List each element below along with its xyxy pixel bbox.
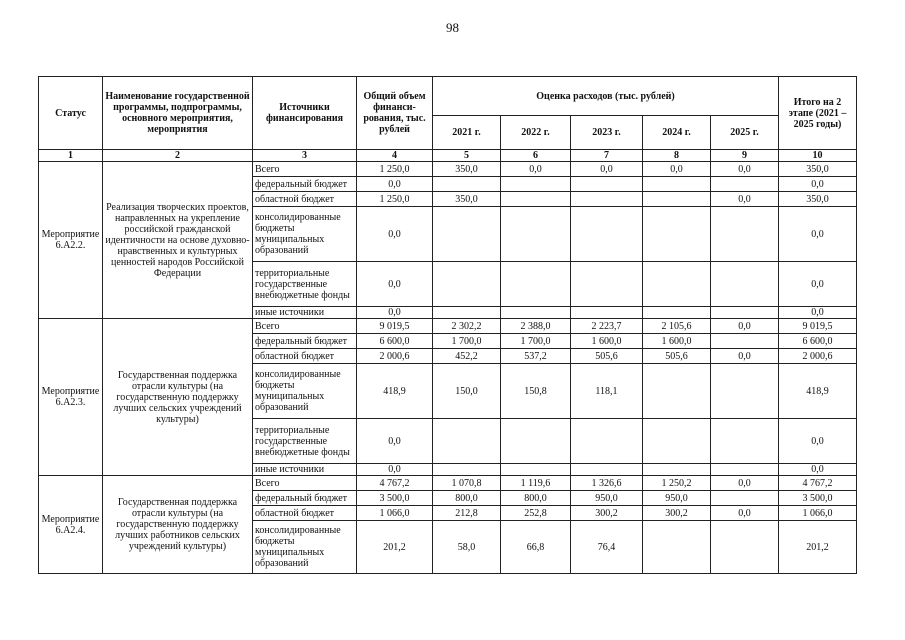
cell-total: 418,9 <box>357 364 433 419</box>
cell-y2021: 1 700,0 <box>433 334 501 349</box>
cell-stage: 0,0 <box>779 207 857 262</box>
cell-total: 3 500,0 <box>357 491 433 506</box>
cell-y2022: 1 700,0 <box>501 334 571 349</box>
cell-y2021 <box>433 419 501 464</box>
funding-source: консолидированные бюджеты муниципальных образований <box>253 364 357 419</box>
col-number: 9 <box>711 150 779 162</box>
funding-source: федеральный бюджет <box>253 334 357 349</box>
cell-stage: 0,0 <box>779 464 857 476</box>
cell-y2025 <box>711 464 779 476</box>
cell-stage: 3 500,0 <box>779 491 857 506</box>
funding-source: областной бюджет <box>253 192 357 207</box>
cell-y2021: 800,0 <box>433 491 501 506</box>
cell-y2022: 1 119,6 <box>501 476 571 491</box>
measure-status: Мероприятие 6.А2.4. <box>39 476 103 574</box>
cell-y2025: 0,0 <box>711 476 779 491</box>
cell-y2022: 800,0 <box>501 491 571 506</box>
cell-y2025 <box>711 262 779 307</box>
funding-source: федеральный бюджет <box>253 177 357 192</box>
cell-stage: 4 767,2 <box>779 476 857 491</box>
cell-y2022: 66,8 <box>501 521 571 574</box>
cell-y2022: 150,8 <box>501 364 571 419</box>
cell-y2025: 0,0 <box>711 349 779 364</box>
cell-stage: 9 019,5 <box>779 319 857 334</box>
measure-status: Мероприятие 6.А2.3. <box>39 319 103 476</box>
col-number: 3 <box>253 150 357 162</box>
cell-y2024: 505,6 <box>643 349 711 364</box>
table-row <box>39 319 857 334</box>
cell-stage: 0,0 <box>779 419 857 464</box>
header-year-2022: 2022 г. <box>501 116 571 150</box>
cell-y2023: 0,0 <box>571 162 643 177</box>
funding-source: территориальные государственные внебюджетные фонды <box>253 419 357 464</box>
header-name: Наименование государственной программы, подпрограммы, основного мероприятия, мероприятия <box>103 77 253 150</box>
cell-total: 201,2 <box>357 521 433 574</box>
cell-y2021: 2 302,2 <box>433 319 501 334</box>
cell-total: 1 066,0 <box>357 506 433 521</box>
cell-total: 9 019,5 <box>357 319 433 334</box>
funding-source: иные источники <box>253 464 357 476</box>
cell-y2023: 2 223,7 <box>571 319 643 334</box>
measure-status: Мероприятие 6.А2.2. <box>39 162 103 319</box>
table-row <box>39 162 857 177</box>
cell-y2024: 0,0 <box>643 162 711 177</box>
cell-y2024: 300,2 <box>643 506 711 521</box>
cell-y2025: 0,0 <box>711 506 779 521</box>
cell-y2024 <box>643 364 711 419</box>
col-number: 8 <box>643 150 711 162</box>
col-number: 10 <box>779 150 857 162</box>
funding-source: областной бюджет <box>253 506 357 521</box>
header-estimate: Оценка расходов (тыс. рублей) <box>433 77 779 116</box>
cell-y2022 <box>501 464 571 476</box>
cell-y2025 <box>711 177 779 192</box>
cell-y2021 <box>433 307 501 319</box>
cell-y2023 <box>571 177 643 192</box>
cell-stage: 0,0 <box>779 262 857 307</box>
cell-y2022: 252,8 <box>501 506 571 521</box>
measure-name: Государственная поддержка отрасли культуры (на государственную поддержку лучших сельских учреждений культуры) <box>103 319 253 476</box>
cell-total: 4 767,2 <box>357 476 433 491</box>
col-number: 2 <box>103 150 253 162</box>
funding-source: территориальные государственные внебюджетные фонды <box>253 262 357 307</box>
cell-y2025: 0,0 <box>711 319 779 334</box>
table-row <box>39 476 857 491</box>
cell-stage: 0,0 <box>779 177 857 192</box>
cell-y2021: 452,2 <box>433 349 501 364</box>
funding-source: областной бюджет <box>253 349 357 364</box>
cell-y2024 <box>643 464 711 476</box>
cell-stage: 350,0 <box>779 162 857 177</box>
cell-y2023 <box>571 207 643 262</box>
cell-y2021 <box>433 207 501 262</box>
cell-y2024 <box>643 307 711 319</box>
cell-y2025 <box>711 364 779 419</box>
cell-y2024: 1 250,2 <box>643 476 711 491</box>
column-numbers-row <box>39 150 857 162</box>
funding-source: консолидированные бюджеты муниципальных образований <box>253 207 357 262</box>
cell-y2022: 0,0 <box>501 162 571 177</box>
cell-y2024 <box>643 262 711 307</box>
cell-y2023: 300,2 <box>571 506 643 521</box>
cell-y2022 <box>501 207 571 262</box>
cell-total: 1 250,0 <box>357 192 433 207</box>
col-number: 5 <box>433 150 501 162</box>
cell-y2024 <box>643 207 711 262</box>
cell-y2025: 0,0 <box>711 162 779 177</box>
header-row <box>39 77 857 116</box>
budget-table <box>38 76 857 574</box>
cell-y2022 <box>501 419 571 464</box>
cell-stage: 2 000,6 <box>779 349 857 364</box>
cell-y2023: 118,1 <box>571 364 643 419</box>
cell-stage: 0,0 <box>779 307 857 319</box>
cell-y2023 <box>571 192 643 207</box>
cell-y2021: 150,0 <box>433 364 501 419</box>
cell-y2025 <box>711 491 779 506</box>
header-stage2-total: Итого на 2 этапе (2021 – 2025 годы) <box>779 77 857 150</box>
cell-y2023 <box>571 262 643 307</box>
cell-y2025 <box>711 307 779 319</box>
funding-source: федеральный бюджет <box>253 491 357 506</box>
cell-y2021 <box>433 464 501 476</box>
cell-y2022: 2 388,0 <box>501 319 571 334</box>
cell-y2023: 1 326,6 <box>571 476 643 491</box>
cell-total: 2 000,6 <box>357 349 433 364</box>
cell-y2022 <box>501 307 571 319</box>
cell-y2024: 1 600,0 <box>643 334 711 349</box>
cell-total: 0,0 <box>357 464 433 476</box>
cell-y2021: 350,0 <box>433 162 501 177</box>
cell-y2021: 350,0 <box>433 192 501 207</box>
header-year-2023: 2023 г. <box>571 116 643 150</box>
funding-source: Всего <box>253 319 357 334</box>
funding-source: Всего <box>253 476 357 491</box>
cell-total: 0,0 <box>357 419 433 464</box>
header-status: Статус <box>39 77 103 150</box>
cell-y2022: 537,2 <box>501 349 571 364</box>
cell-stage: 418,9 <box>779 364 857 419</box>
header-total: Общий объем финанси-рования, тыс. рублей <box>357 77 433 150</box>
funding-source: иные источники <box>253 307 357 319</box>
cell-y2022 <box>501 192 571 207</box>
cell-y2022 <box>501 177 571 192</box>
cell-stage: 6 600,0 <box>779 334 857 349</box>
header-sources: Источники финансирования <box>253 77 357 150</box>
cell-y2025 <box>711 521 779 574</box>
cell-y2021: 58,0 <box>433 521 501 574</box>
col-number: 6 <box>501 150 571 162</box>
cell-y2023 <box>571 464 643 476</box>
cell-y2023: 76,4 <box>571 521 643 574</box>
cell-stage: 201,2 <box>779 521 857 574</box>
header-year-2024: 2024 г. <box>643 116 711 150</box>
cell-y2021: 1 070,8 <box>433 476 501 491</box>
cell-y2022 <box>501 262 571 307</box>
cell-y2025 <box>711 334 779 349</box>
cell-y2024 <box>643 192 711 207</box>
cell-y2024 <box>643 521 711 574</box>
cell-y2023 <box>571 419 643 464</box>
cell-y2021 <box>433 177 501 192</box>
col-number: 7 <box>571 150 643 162</box>
cell-total: 0,0 <box>357 262 433 307</box>
cell-y2023 <box>571 307 643 319</box>
cell-y2024 <box>643 419 711 464</box>
cell-total: 0,0 <box>357 307 433 319</box>
cell-total: 0,0 <box>357 207 433 262</box>
cell-y2024: 2 105,6 <box>643 319 711 334</box>
page-number: 98 <box>446 20 459 35</box>
cell-total: 6 600,0 <box>357 334 433 349</box>
col-number: 4 <box>357 150 433 162</box>
funding-source: консолидированные бюджеты муниципальных образований <box>253 521 357 574</box>
cell-y2021 <box>433 262 501 307</box>
measure-name: Государственная поддержка отрасли культуры (на государственную поддержку лучших работников сельских учреждений культуры) <box>103 476 253 574</box>
cell-y2025 <box>711 419 779 464</box>
measure-name: Реализация творческих проектов, направленных на укрепление российской гражданской идентичности на основе духовно-нравственных и культурных ценностей народов Российской Федерации <box>103 162 253 319</box>
cell-y2023: 505,6 <box>571 349 643 364</box>
cell-total: 0,0 <box>357 177 433 192</box>
header-year-2025: 2025 г. <box>711 116 779 150</box>
header-year-2021: 2021 г. <box>433 116 501 150</box>
cell-y2021: 212,8 <box>433 506 501 521</box>
cell-y2025 <box>711 207 779 262</box>
cell-y2024 <box>643 177 711 192</box>
cell-total: 1 250,0 <box>357 162 433 177</box>
funding-source: Всего <box>253 162 357 177</box>
cell-y2023: 1 600,0 <box>571 334 643 349</box>
cell-y2024: 950,0 <box>643 491 711 506</box>
cell-stage: 1 066,0 <box>779 506 857 521</box>
cell-stage: 350,0 <box>779 192 857 207</box>
cell-y2025: 0,0 <box>711 192 779 207</box>
cell-y2023: 950,0 <box>571 491 643 506</box>
col-number: 1 <box>39 150 103 162</box>
